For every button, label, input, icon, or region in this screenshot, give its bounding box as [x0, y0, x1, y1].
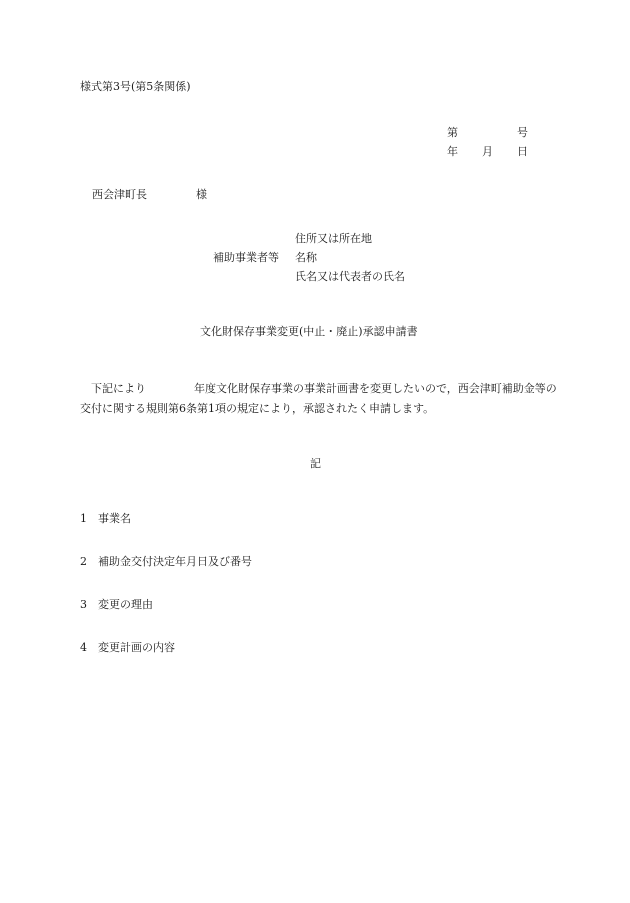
addressee-honorific: 様 [196, 188, 207, 201]
doc-number-suffix: 号 [517, 126, 528, 139]
doc-number-prefix: 第 [447, 126, 458, 139]
applicant-name-label: 名称 [295, 251, 317, 264]
date-day: 日 [517, 145, 528, 158]
body-lead: 下記により [91, 382, 146, 395]
item-label: 補助金交付決定年月日及び番号 [98, 555, 252, 568]
applicant-rep-label: 氏名又は代表者の氏名 [295, 270, 405, 283]
item-number: 3 [80, 598, 87, 611]
list-item [80, 641, 175, 655]
document-title: 文化財保存事業変更(中止・廃止)承認申請書 [200, 325, 418, 338]
date-year: 年 [447, 145, 458, 158]
item-label: 事業名 [98, 512, 131, 525]
item-number: 4 [80, 641, 87, 654]
list-item [80, 512, 131, 526]
body-paragraph [80, 379, 558, 419]
applicant-address-label: 住所又は所在地 [295, 232, 372, 245]
form-number: 様式第3号(第5条関係) [80, 80, 191, 93]
item-label: 変更計画の内容 [98, 641, 175, 654]
body-text: 年度文化財保存事業の事業計画書を変更したいので，西会津町補助金等の交付に関する規則第6条第1項の規定により，承認されたく申請します。 [80, 382, 557, 415]
list-item [80, 598, 153, 612]
applicant-label: 補助事業者等 [213, 251, 279, 264]
list-item [80, 555, 252, 569]
date-month: 月 [482, 145, 493, 158]
addressee-name: 西会津町長 [92, 188, 147, 201]
item-label: 変更の理由 [98, 598, 153, 611]
ki-heading: 記 [310, 457, 321, 470]
item-number: 2 [80, 555, 87, 568]
item-number: 1 [80, 512, 87, 525]
